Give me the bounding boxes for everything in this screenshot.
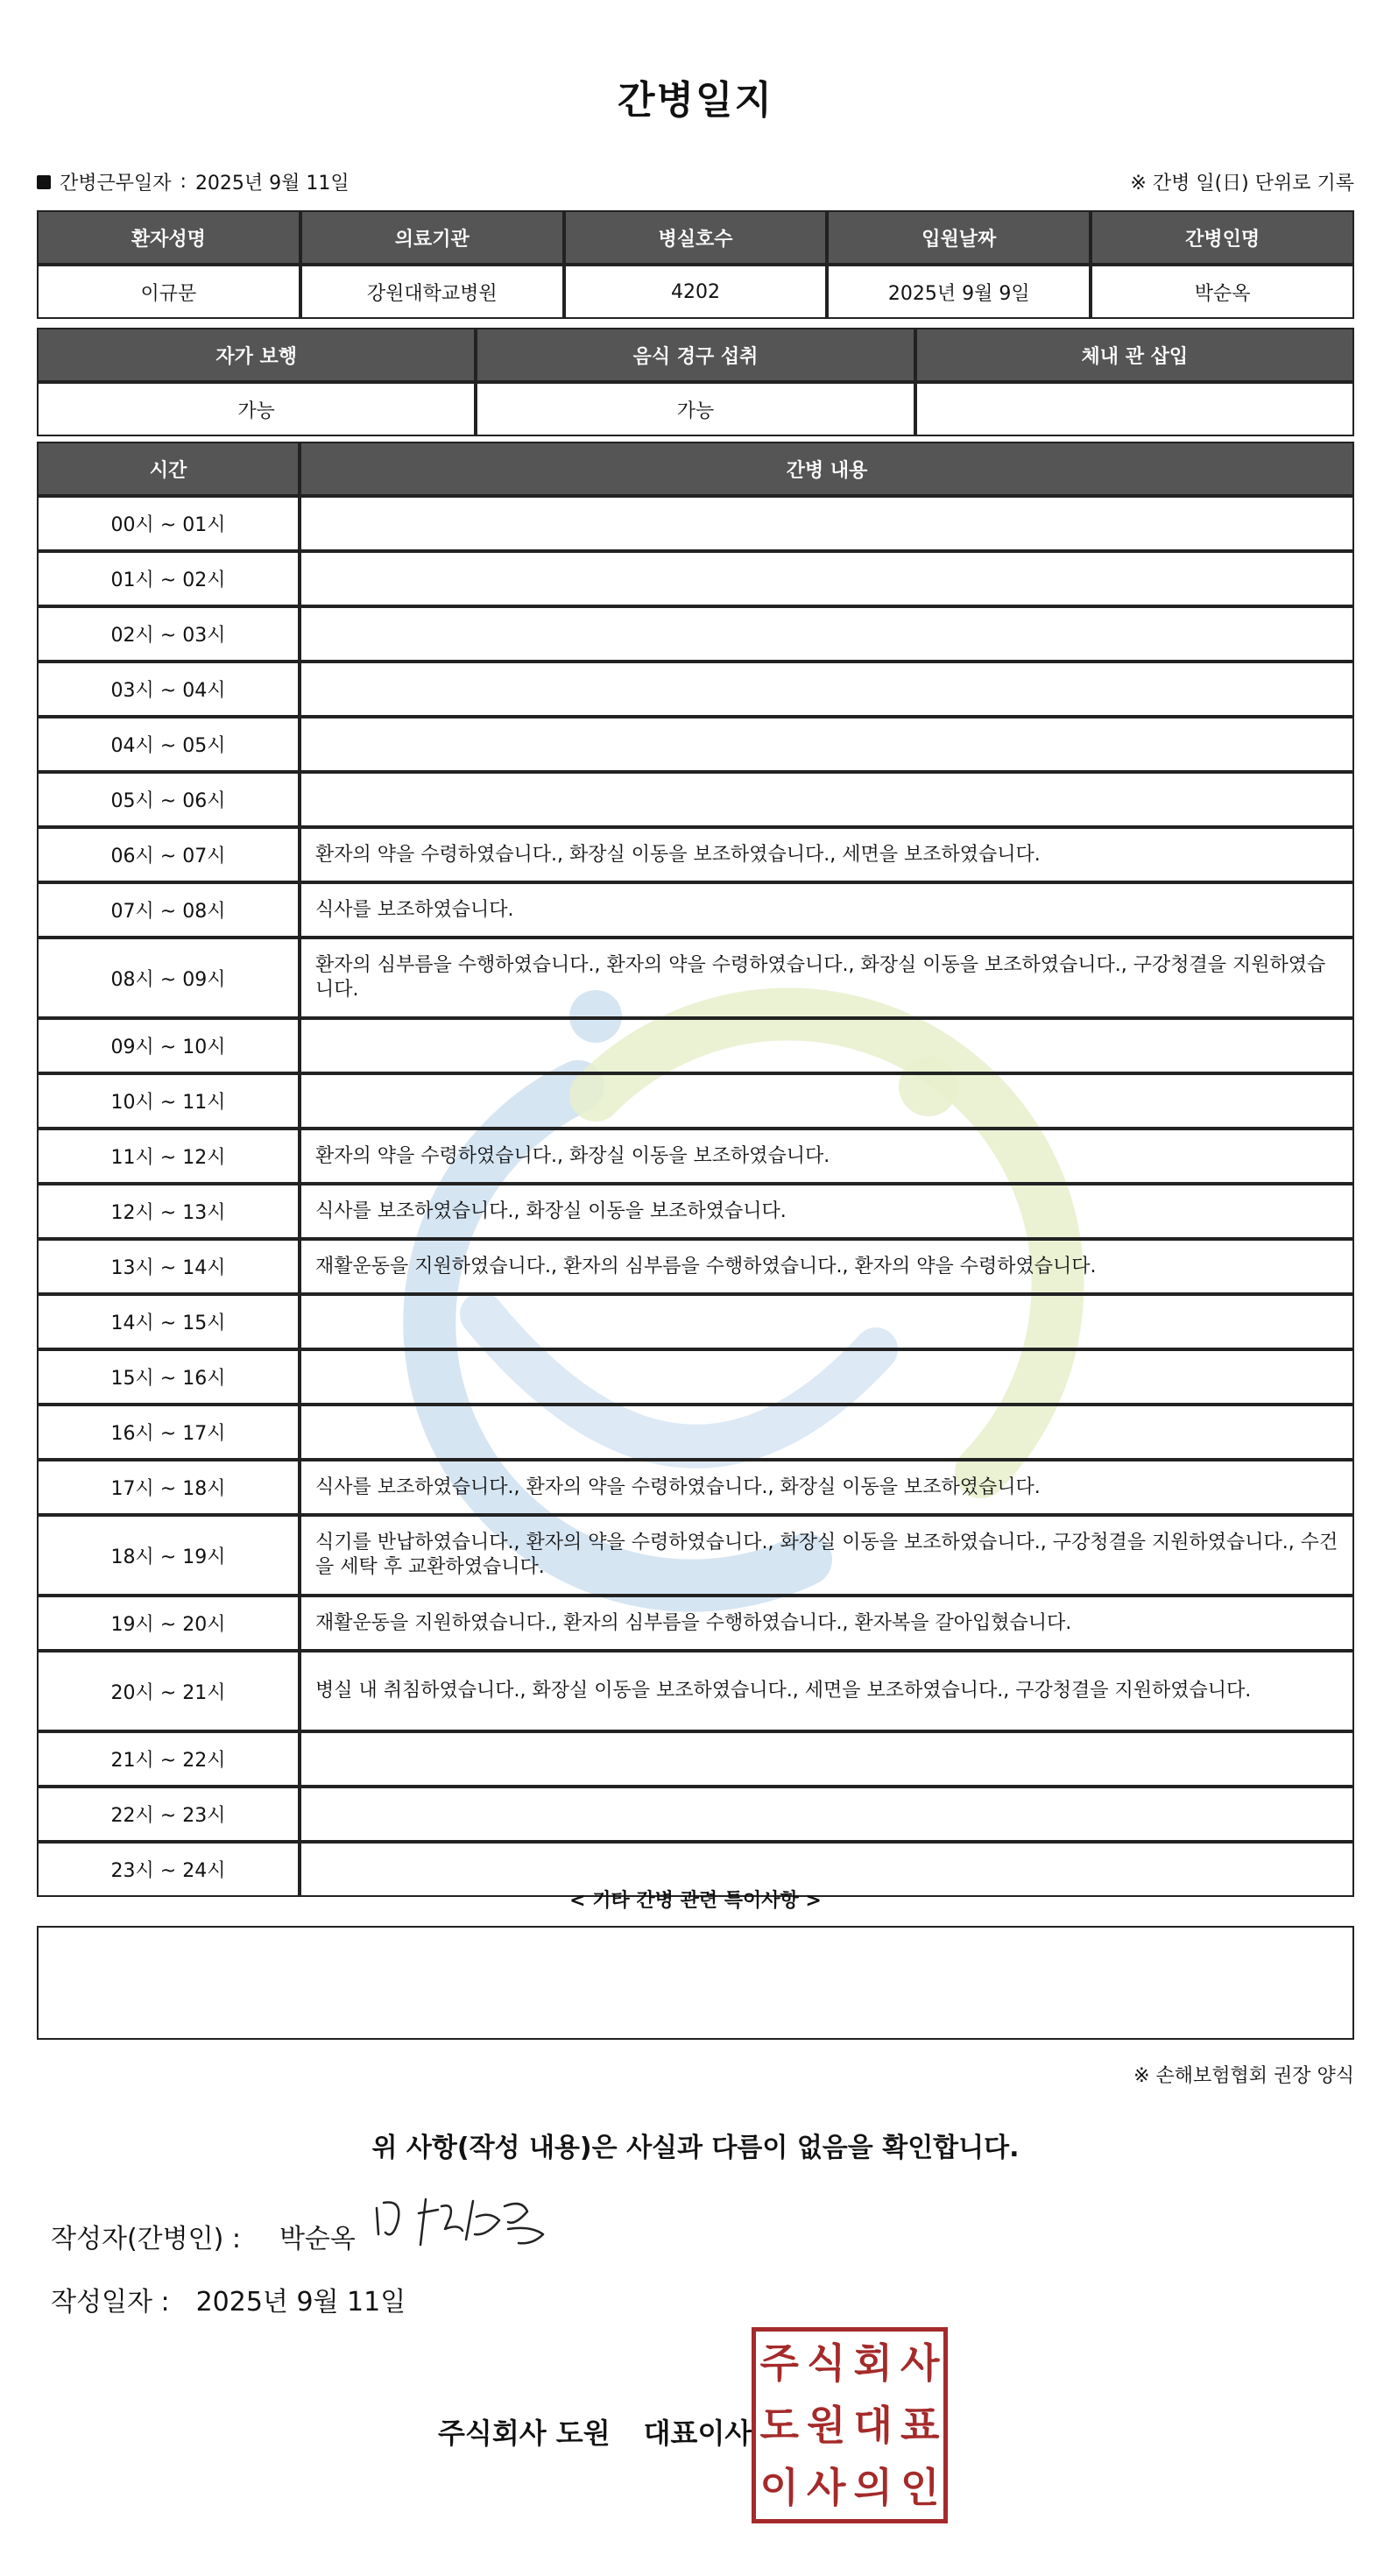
care-log-row <box>37 717 1354 772</box>
care-log-time: 16시 ~ 17시 <box>37 1405 300 1460</box>
care-log-content <box>300 1349 1354 1405</box>
care-log-time: 06시 ~ 07시 <box>37 827 300 882</box>
care-log-content <box>300 662 1354 717</box>
seal-char: 원 <box>807 2401 846 2449</box>
seal-char: 이 <box>759 2464 799 2512</box>
status-table-row <box>37 382 1354 436</box>
status-table <box>37 328 1354 436</box>
care-log-row <box>37 882 1354 938</box>
seal-char: 회 <box>853 2339 893 2387</box>
care-log-time: 04시 ~ 05시 <box>37 717 300 772</box>
writer-name: 박순옥 <box>279 2224 356 2254</box>
room-number: 4202 <box>564 265 828 319</box>
care-log-row <box>37 1515 1354 1596</box>
company-title: 대표이사 <box>643 2417 752 2450</box>
seal-char: 의 <box>853 2464 893 2512</box>
work-date-label: 간병근무일자 <box>60 173 172 195</box>
header-tube: 체내 관 삽입 <box>915 328 1354 382</box>
care-log-content: 식사를 보조하였습니다. <box>300 882 1354 938</box>
handwritten-signature <box>368 2190 578 2252</box>
header-room: 병실호수 <box>564 210 828 265</box>
care-log-content: 환자의 약을 수령하였습니다., 화장실 이동을 보조하였습니다. <box>300 1129 1354 1184</box>
seal-char: 인 <box>900 2464 940 2512</box>
care-log-content: 환자의 약을 수령하였습니다., 화장실 이동을 보조하였습니다., 세면을 보조하였습니다. <box>300 827 1354 882</box>
company-name: 주식회사 도원 <box>438 2417 611 2450</box>
write-date-label: 작성일자 : <box>51 2287 170 2318</box>
work-date <box>37 168 350 195</box>
patient-table-header <box>37 210 1354 265</box>
confirm-text: 위 사항(작성 내용)은 사실과 다름이 없음을 확인합니다. <box>371 2133 1020 2163</box>
care-log-time: 02시 ~ 03시 <box>37 606 300 662</box>
care-log-content <box>300 551 1354 606</box>
care-log-content <box>300 772 1354 827</box>
care-log-time: 21시 ~ 22시 <box>37 1731 300 1787</box>
care-log-content <box>300 1018 1354 1073</box>
writer-label: 작성자(간병인) : <box>51 2224 241 2254</box>
patient-name: 이규문 <box>37 265 300 319</box>
form-note: ※ 손해보험협회 권장 양식 <box>1133 2065 1354 2087</box>
seal-char: 사 <box>900 2339 940 2387</box>
care-log-row <box>37 1294 1354 1349</box>
care-log-time: 14시 ~ 15시 <box>37 1294 300 1349</box>
care-log-row <box>37 1184 1354 1239</box>
header-time: 시간 <box>37 442 300 496</box>
care-log-time: 03시 ~ 04시 <box>37 662 300 717</box>
care-log-row <box>37 827 1354 882</box>
care-log-content <box>300 1731 1354 1787</box>
tube-value <box>915 382 1354 436</box>
seal-char: 식 <box>807 2339 846 2387</box>
care-log-row <box>37 551 1354 606</box>
care-log-row <box>37 1460 1354 1515</box>
write-date-value: 2025년 9월 11일 <box>195 2287 406 2318</box>
other-notes-title: < 기타 간병 관련 특이사항 > <box>569 1890 822 1912</box>
header-care-content: 간병 내용 <box>300 442 1354 496</box>
care-log-row <box>37 496 1354 551</box>
patient-table <box>37 210 1354 319</box>
care-log-time: 23시 ~ 24시 <box>37 1842 300 1897</box>
header-caregiver: 간병인명 <box>1091 210 1354 265</box>
care-log-row <box>37 1731 1354 1787</box>
care-log-row <box>37 606 1354 662</box>
care-log-content <box>300 496 1354 551</box>
bullet-square-icon <box>37 175 51 189</box>
header-hospital: 의료기관 <box>300 210 564 265</box>
care-log-time: 09시 ~ 10시 <box>37 1018 300 1073</box>
care-log-row <box>37 772 1354 827</box>
care-log-content <box>300 1787 1354 1842</box>
care-log-row <box>37 938 1354 1018</box>
seal-char: 도 <box>759 2401 799 2449</box>
care-log-content: 재활운동을 지원하였습니다., 환자의 심부름을 수행하였습니다., 환자복을 갈아입혔습니다. <box>300 1596 1354 1651</box>
other-notes-box <box>37 1926 1354 2040</box>
care-log-time: 17시 ~ 18시 <box>37 1460 300 1515</box>
care-log-time: 18시 ~ 19시 <box>37 1515 300 1596</box>
company-line <box>438 2411 752 2452</box>
work-date-value: 2025년 9월 11일 <box>194 173 350 195</box>
care-log-row <box>37 1787 1354 1842</box>
care-log-row <box>37 1651 1354 1731</box>
care-log-row <box>37 1349 1354 1405</box>
oral-intake-value: 가능 <box>476 382 914 436</box>
care-log-time: 13시 ~ 14시 <box>37 1239 300 1294</box>
care-log-row <box>37 662 1354 717</box>
seal-char: 사 <box>807 2464 846 2512</box>
company-seal <box>752 2327 948 2523</box>
header-patient-name: 환자성명 <box>37 210 300 265</box>
patient-table-row <box>37 265 1354 319</box>
caregiver-name: 박순옥 <box>1091 265 1354 319</box>
care-log-time: 22시 ~ 23시 <box>37 1787 300 1842</box>
care-log-row <box>37 1596 1354 1651</box>
care-log-time: 05시 ~ 06시 <box>37 772 300 827</box>
care-log-time: 19시 ~ 20시 <box>37 1596 300 1651</box>
page-title: 간병일지 <box>617 78 773 123</box>
unit-note: ※ 간병 일(日) 단위로 기록 <box>1130 173 1354 195</box>
care-log-content: 식기를 반납하였습니다., 환자의 약을 수령하였습니다., 화장실 이동을 보조하였습니다., 구강청결을 지원하였습니다., 수건을 세탁 후 교환하였습니다. <box>300 1515 1354 1596</box>
care-log-row <box>37 1073 1354 1129</box>
care-log-row <box>37 1405 1354 1460</box>
care-log-content: 환자의 심부름을 수행하였습니다., 환자의 약을 수령하였습니다., 화장실 이동을 보조하였습니다., 구강청결을 지원하였습니다. <box>300 938 1354 1018</box>
care-log-time: 11시 ~ 12시 <box>37 1129 300 1184</box>
care-log-time: 07시 ~ 08시 <box>37 882 300 938</box>
hospital-name: 강원대학교병원 <box>300 265 564 319</box>
seal-char: 대 <box>853 2401 893 2449</box>
care-log-header <box>37 442 1354 496</box>
care-log-content: 식사를 보조하였습니다., 환자의 약을 수령하였습니다., 화장실 이동을 보조하였습니다. <box>300 1460 1354 1515</box>
care-log-time: 00시 ~ 01시 <box>37 496 300 551</box>
work-date-separator: : <box>180 171 187 193</box>
care-log-content: 식사를 보조하였습니다., 화장실 이동을 보조하였습니다. <box>300 1184 1354 1239</box>
care-log-row <box>37 1129 1354 1184</box>
care-log-content <box>300 717 1354 772</box>
walking-value: 가능 <box>37 382 476 436</box>
writer-line <box>51 2217 356 2255</box>
care-log-time: 10시 ~ 11시 <box>37 1073 300 1129</box>
care-log-time: 01시 ~ 02시 <box>37 551 300 606</box>
care-log-time: 20시 ~ 21시 <box>37 1651 300 1731</box>
care-log-content <box>300 606 1354 662</box>
admission-date: 2025년 9월 9일 <box>827 265 1091 319</box>
care-log-content <box>300 1294 1354 1349</box>
header-walking: 자가 보행 <box>37 328 476 382</box>
write-date-line <box>51 2280 406 2318</box>
care-log-row <box>37 1239 1354 1294</box>
care-log-time: 12시 ~ 13시 <box>37 1184 300 1239</box>
care-log-time: 15시 ~ 16시 <box>37 1349 300 1405</box>
care-log-content: 병실 내 취침하였습니다., 화장실 이동을 보조하였습니다., 세면을 보조하였습니다., 구강청결을 지원하였습니다. <box>300 1651 1354 1731</box>
header-oral-intake: 음식 경구 섭취 <box>476 328 914 382</box>
status-table-header <box>37 328 1354 382</box>
care-log-table <box>37 442 1354 1897</box>
care-log-row <box>37 1018 1354 1073</box>
seal-char: 표 <box>900 2401 940 2449</box>
header-admission-date: 입원날짜 <box>827 210 1091 265</box>
care-log-content: 재활운동을 지원하였습니다., 환자의 심부름을 수행하였습니다., 환자의 약을 수령하였습니다. <box>300 1239 1354 1294</box>
care-log-content <box>300 1405 1354 1460</box>
seal-char: 주 <box>759 2339 799 2387</box>
care-log-content <box>300 1073 1354 1129</box>
care-log-time: 08시 ~ 09시 <box>37 938 300 1018</box>
care-log-body <box>37 496 1354 1897</box>
